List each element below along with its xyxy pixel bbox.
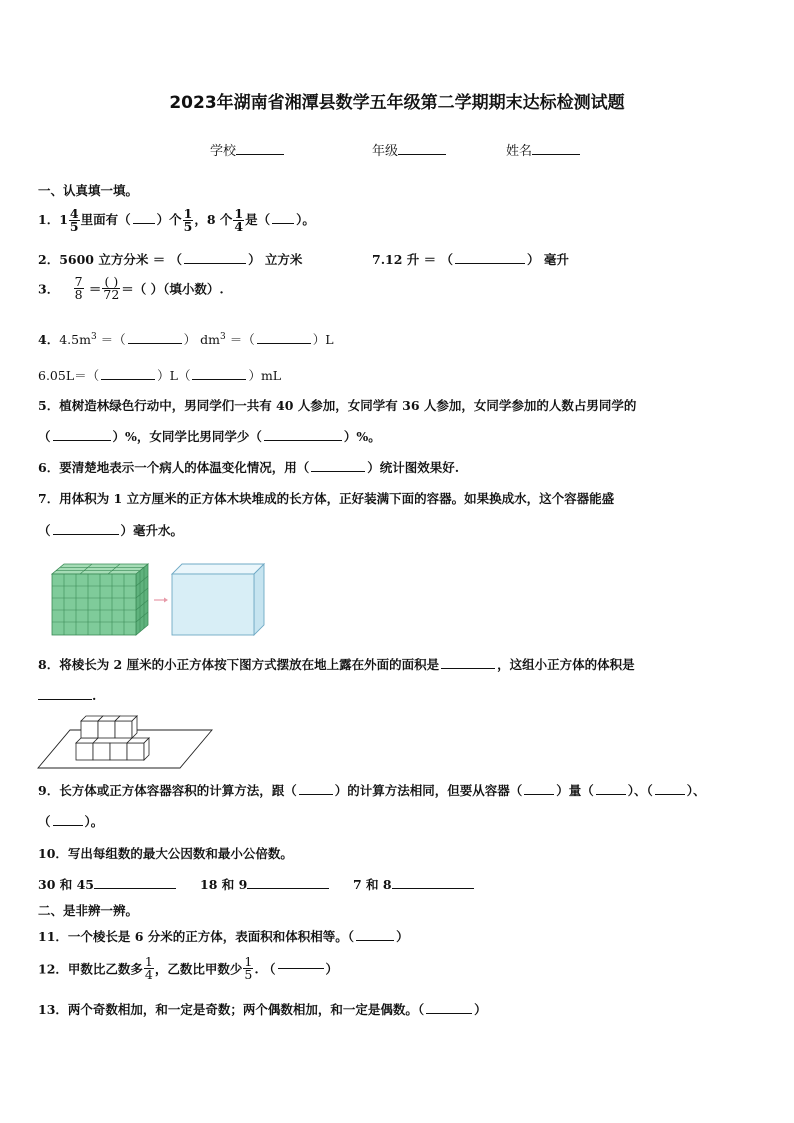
q4-blank-3[interactable] <box>101 379 155 380</box>
q4-blank-2[interactable] <box>257 343 311 344</box>
fraction-4-5: $\frac{4}{5}$ <box>69 206 79 234</box>
cube-block-figure <box>52 564 148 635</box>
q2-blank-2[interactable] <box>455 263 525 264</box>
question-5: 5．植树造林绿色行动中，男同学们一共有 40 人参加，女同学有 36 人参加，女同学参加的人数占男同学的 <box>38 398 637 413</box>
question-10-pair-2: 18 和 9 <box>200 875 331 893</box>
name-blank[interactable] <box>532 141 580 155</box>
question-1: 1．1 $\frac{4}{5}$ 里面有（ ）个 $\frac{1}{5}$ ，8 个 $\frac{1}{4}$ 是（ ）。 <box>38 206 315 234</box>
empty-container-figure <box>172 564 264 635</box>
q10-blank-1[interactable] <box>94 888 176 889</box>
q9-blank-3[interactable] <box>596 794 626 795</box>
q10-blank-2[interactable] <box>247 888 329 889</box>
question-2-part-2: 7.12 升 ＝ （ ） 毫升 <box>372 252 569 267</box>
q11-blank[interactable] <box>356 940 394 941</box>
q10-blank-3[interactable] <box>392 888 474 889</box>
fraction-blank-72[interactable]: $\frac{( )}{72}$ <box>103 274 120 302</box>
q8-figure <box>36 710 216 772</box>
grade-blank[interactable] <box>398 141 446 155</box>
q5-blank-2[interactable] <box>264 440 342 441</box>
question-8-line-2: . <box>38 688 96 703</box>
question-8: 8．将棱长为 2 厘米的小正方体按下图方式摆放在地上露在外面的面积是 ，这组小正方体的体积是 <box>38 657 635 672</box>
q1-blank-2[interactable] <box>272 223 294 224</box>
fraction-1-5-q12: $\frac{1}{5}$ <box>244 954 253 982</box>
fraction-1-4-q12: $\frac{1}{4}$ <box>144 954 153 982</box>
question-3: 3． $\frac{7}{8}$ ＝ $\frac{( )}{72}$ ＝（ ）（填小数）. <box>38 274 224 302</box>
q2-blank-1[interactable] <box>184 263 246 264</box>
fraction-1-5: $\frac{1}{5}$ <box>183 206 193 234</box>
fraction-7-8: $\frac{7}{8}$ <box>74 274 83 302</box>
section-2-heading: 二、是非辨一辨。 <box>38 903 139 918</box>
question-11: 11．一个棱长是 6 分米的正方体，表面积和体积相等。（ ） <box>38 929 409 944</box>
section-1-heading: 一、认真填一填。 <box>38 183 139 198</box>
question-2: 2．5600 立方分米 ＝ （ ） 立方米 <box>38 252 303 267</box>
arrow-icon <box>154 598 168 603</box>
question-7-line-2: （ ）毫升水。 <box>38 523 184 538</box>
q1-blank-1[interactable] <box>133 223 155 224</box>
school-field[interactable] <box>210 140 284 159</box>
q5-blank-1[interactable] <box>53 440 111 441</box>
q8-blank-2[interactable] <box>38 699 92 700</box>
name-label: 姓名 <box>506 144 533 159</box>
question-6: 6．要清楚地表示一个病人的体温变化情况，用（ ）统计图效果好. <box>38 460 460 475</box>
school-label: 学校 <box>210 144 237 159</box>
page-title: 2023年湖南省湘潭县数学五年级第二学期期末达标检测试题 <box>169 93 625 113</box>
q7-blank[interactable] <box>53 534 119 535</box>
q6-blank[interactable] <box>311 471 365 472</box>
school-blank[interactable] <box>236 141 284 155</box>
question-9: 9．长方体或正方体容器容积的计算方法，跟（ ）的计算方法相同，但要从容器（ ）量（ ）、（ ）、 <box>38 783 706 798</box>
question-9-line-2: （ ）。 <box>38 814 104 829</box>
q9-blank-4[interactable] <box>655 794 685 795</box>
grade-field[interactable] <box>372 140 446 159</box>
question-12: 12．甲数比乙数多 $\frac{1}{4}$ ，乙数比甲数少 $\frac{1}{5}$ . （ ） <box>38 954 339 982</box>
small-cubes <box>76 716 149 760</box>
question-10-pair-1: 30 和 45 <box>38 875 178 893</box>
question-5-line-2: （ ）%，女同学比男同学少（ ）%。 <box>38 429 381 444</box>
q4-blank-1[interactable] <box>128 343 182 344</box>
question-4-line-2: 6.05L＝（ ）L（ ）mL <box>38 368 282 383</box>
q7-figure <box>50 562 270 640</box>
question-7: 7．用体积为 1 立方厘米的正方体木块堆成的长方体，正好装满下面的容器。如果换成水，这个容器能盛 <box>38 491 615 506</box>
q13-blank[interactable] <box>426 1013 472 1014</box>
q8-blank-1[interactable] <box>441 668 495 669</box>
q9-blank-2[interactable] <box>524 794 554 795</box>
q9-blank-5[interactable] <box>53 825 83 826</box>
q12-blank[interactable] <box>278 968 324 969</box>
question-10: 10．写出每组数的最大公因数和最小公倍数。 <box>38 846 293 861</box>
grade-label: 年级 <box>372 144 399 159</box>
fraction-1-4: $\frac{1}{4}$ <box>234 206 244 234</box>
question-13: 13．两个奇数相加，和一定是奇数；两个偶数相加，和一定是偶数。（ ） <box>38 1002 487 1017</box>
question-4: 4．$4.5m^3$ ＝（ ） $dm^3$ ＝（ ）L <box>38 331 334 347</box>
question-10-pair-3: 7 和 8 <box>353 875 476 893</box>
q4-blank-4[interactable] <box>192 379 246 380</box>
q9-blank-1[interactable] <box>299 794 333 795</box>
name-field[interactable] <box>506 140 580 159</box>
